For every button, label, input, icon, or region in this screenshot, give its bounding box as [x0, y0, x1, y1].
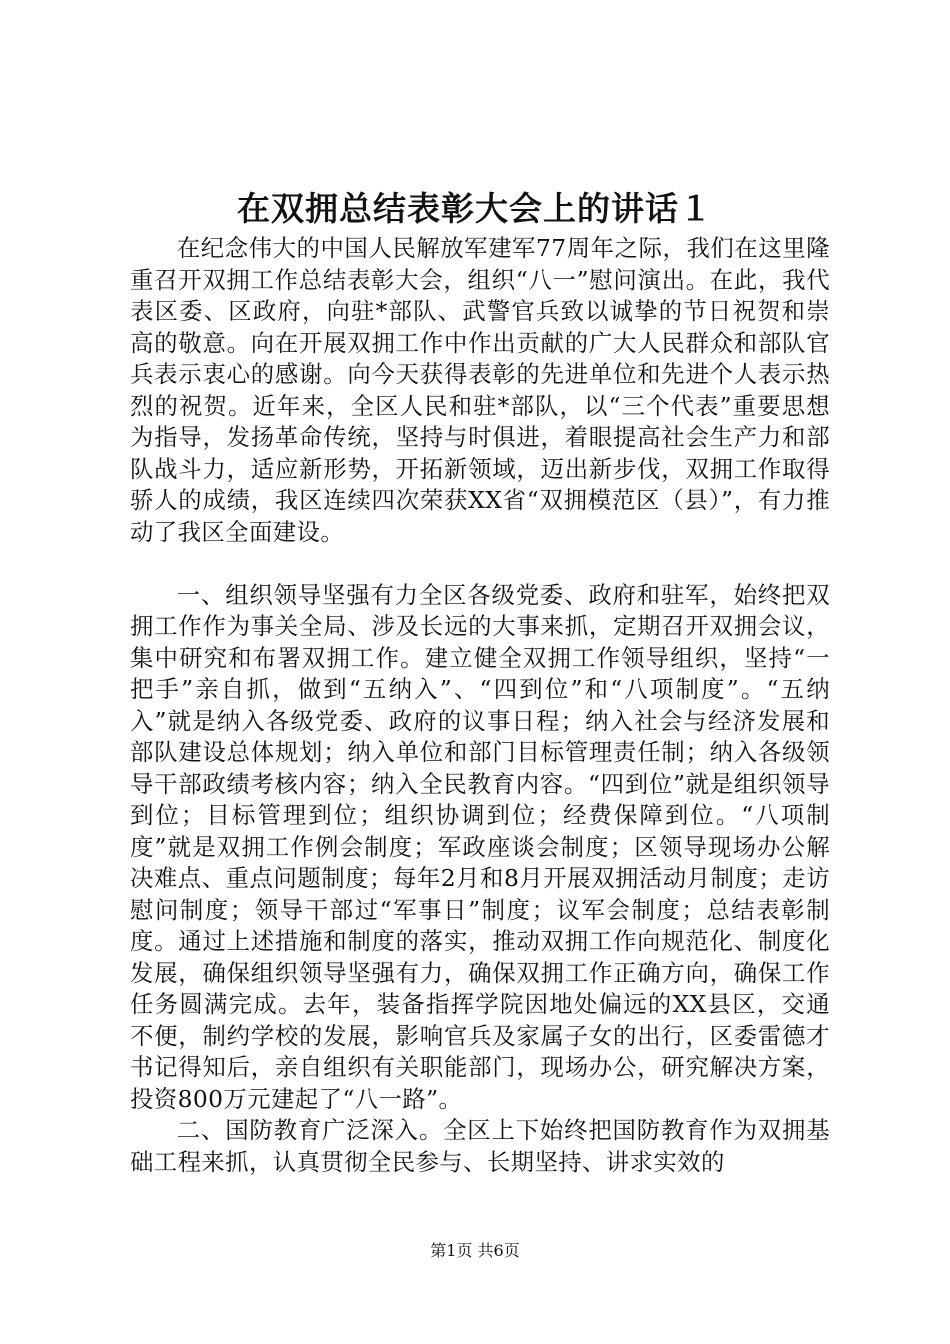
- paragraph-section-one: 一、组织领导坚强有力全区各级党委、政府和驻军，始终把双拥工作作为事关全局、涉及长远的大事来抓，定期召开双拥会议，集中研究和布署双拥工作。建立健全双拥工作领导组织，坚持“一把手”亲自抓，做到“五纳入”、“四到位”和“八项制度”。“五纳入”就是纳入各级党委、政府的议事日程；纳入社会与经济发展和部队建设总体规划；纳入单位和部门目标管理责任制；纳入各级领导干部政绩考核内容；纳入全民教育内容。“四到位”就是组织领导到位；目标管理到位；组织协调到位；经费保障到位。“八项制度”就是双拥工作例会制度；军政座谈会制度；区领导现场办公解决难点、重点问题制度；每年2月和8月开展双拥活动月制度；走访慰问制度；领导干部过“军事日”制度；议军会制度；总结表彰制度。通过上述措施和制度的落实，推动双拥工作向规范化、制度化发展，确保组织领导坚强有力，确保双拥工作正确方向，确保工作任务圆满完成。去年，装备指挥学院因地处偏远的XX县区，交通不便，制约学校的发展，影响官兵及家属子女的出行，区委雷德才书记得知后，亲自组织有关职能部门，现场办公，研究解决方案，投资800万元建起了“八一路”。: [130, 580, 830, 1113]
- paragraph-section-two: 二、国防教育广泛深入。全区上下始终把国防教育作为双拥基础工程来抓，认真贯彻全民参与、长期坚持、讲求实效的: [130, 1116, 830, 1176]
- document-body: [130, 233, 830, 1178]
- page-footer: 第1页 共6页: [430, 1241, 520, 1260]
- paragraph-intro: 在纪念伟大的中国人民解放军建军77周年之际，我们在这里隆重召开双拥工作总结表彰大会，组织“八一”慰问演出。在此，我代表区委、区政府，向驻*部队、武警官兵致以诚挚的节日祝贺和崇高的敬意。向在开展双拥工作中作出贡献的广大人民群众和部队官兵表示衷心的感谢。向今天获得表彰的先进单位和先进个人表示热烈的祝贺。近年来，全区人民和驻*部队，以“三个代表”重要思想为指导，发扬革命传统，坚持与时俱进，着眼提高社会生产力和部队战斗力，适应新形势，开拓新领域，迈出新步伐，双拥工作取得骄人的成绩，我区连续四次荣获XX省“双拥模范区（县）”，有力推动了我区全面建设。: [130, 234, 830, 546]
- document-title: 在双拥总结表彰大会上的讲话１: [237, 189, 713, 228]
- paragraph-spacer: [130, 548, 830, 580]
